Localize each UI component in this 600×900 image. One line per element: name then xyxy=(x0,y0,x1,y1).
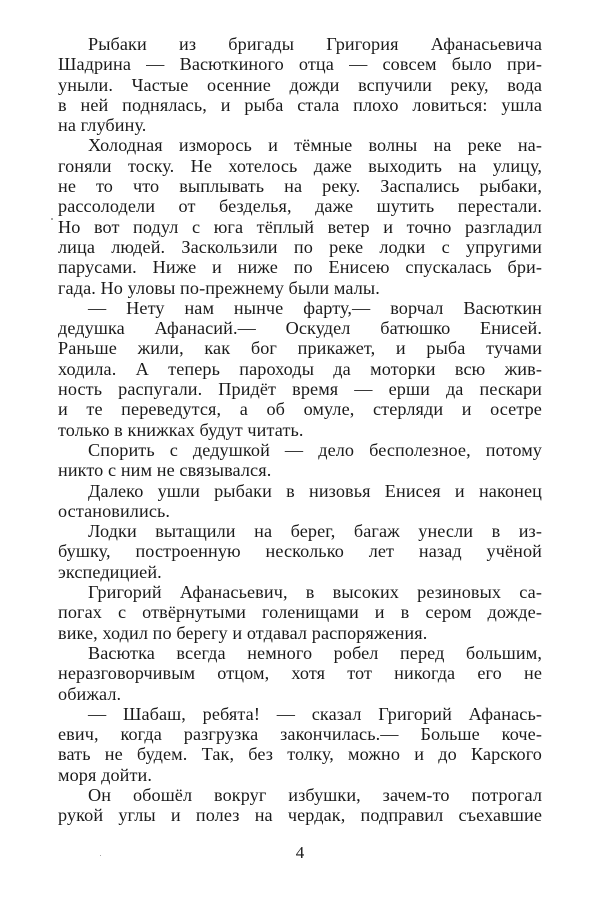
text-line: ность распугали. Придёт время — ерши да пескари xyxy=(58,379,542,400)
text-line: евич, когда разгрузка закончилась.— Больше коче- xyxy=(58,724,542,745)
text-line: — Шабаш, ребята! — сказал Григорий Афанась- xyxy=(88,703,542,724)
text-line: дедушка Афанасий.— Оскудел батюшко Енисей. xyxy=(58,318,542,339)
text-line: рассолодели от безделья, даже шутить перестали. xyxy=(58,196,542,217)
text-line: Шадрина — Васюткиного отца — совсем было при- xyxy=(58,54,542,75)
text-line: в ней поднялась, и рыба стала плохо ловиться: ушла xyxy=(58,94,542,115)
text-line: только в книжках будут читать. xyxy=(58,419,304,440)
text-line: гоняли тоску. Не хотелось даже выходить на улицу, xyxy=(58,155,542,176)
text-line: вать не будем. Так, без толку, можно и до Карского xyxy=(58,744,542,765)
text-line: экспедицией. xyxy=(58,561,162,582)
text-line: — Нету нам нынче фарту,— ворчал Васюткин xyxy=(88,297,542,318)
text-line: не то что выплывать на реку. Заспались рыбаки, xyxy=(58,176,542,197)
text-line: Рыбаки из бригады Григория Афанасьевича xyxy=(88,34,542,54)
text-line: Григорий Афанасьевич, в высоких резиновых са- xyxy=(88,582,542,603)
text-line: обижал. xyxy=(58,683,122,704)
body-text xyxy=(58,34,542,826)
scan-speck xyxy=(51,218,53,220)
text-line: Лодки вытащили на берег, багаж унесли в из- xyxy=(88,521,542,542)
text-line: парусами. Ниже и ниже по Енисею спускалась бри- xyxy=(58,257,542,278)
text-line: погах с отвёрнутыми голенищами и в сером дожде- xyxy=(58,602,542,623)
text-line: Он обошёл вокруг избушки, зачем-то потрогал xyxy=(88,784,542,805)
text-line: гада. Но уловы по-прежнему были малы. xyxy=(58,277,380,298)
text-line: никто с ним не связывался. xyxy=(58,460,272,481)
text-line: моря дойти. xyxy=(58,764,153,785)
page-number: 4 xyxy=(295,843,305,862)
text-line: Раньше жили, как бог прикажет, и рыба тучами xyxy=(58,338,542,359)
text-line: неразговорчивым отцом, хотя тот никогда его не xyxy=(58,663,542,684)
text-line: ходила. А теперь пароходы да моторки всю жив- xyxy=(58,358,542,379)
text-line: и те переведутся, а об омуле, стерляди и осетре xyxy=(58,399,542,420)
text-line: Спорить с дедушкой — дело бесполезное, потому xyxy=(88,439,542,460)
scan-speck xyxy=(100,855,101,856)
text-line: Но вот подул с юга тёплый ветер и точно разгладил xyxy=(58,216,542,237)
text-line: остановились. xyxy=(58,500,171,521)
text-line: бушку, построенную несколько лет назад учёной xyxy=(58,541,542,562)
text-line: Васютка всегда немного робел перед большим, xyxy=(88,642,542,663)
text-line: вике, ходил по берегу и отдавал распоряжения. xyxy=(58,622,428,643)
text-line: на глубину. xyxy=(58,115,147,136)
text-line: лица людей. Заскользили по реке лодки с упругими xyxy=(58,236,542,257)
text-line: Холодная изморось и тёмные волны на реке на- xyxy=(88,135,542,156)
text-line: рукой углы и полез на чердак, подправил съехавшие xyxy=(58,805,542,826)
text-line: уныли. Частые осенние дожди вспучили реку, вода xyxy=(58,74,542,95)
text-line: Далеко ушли рыбаки в низовья Енисея и наконец xyxy=(88,480,542,501)
